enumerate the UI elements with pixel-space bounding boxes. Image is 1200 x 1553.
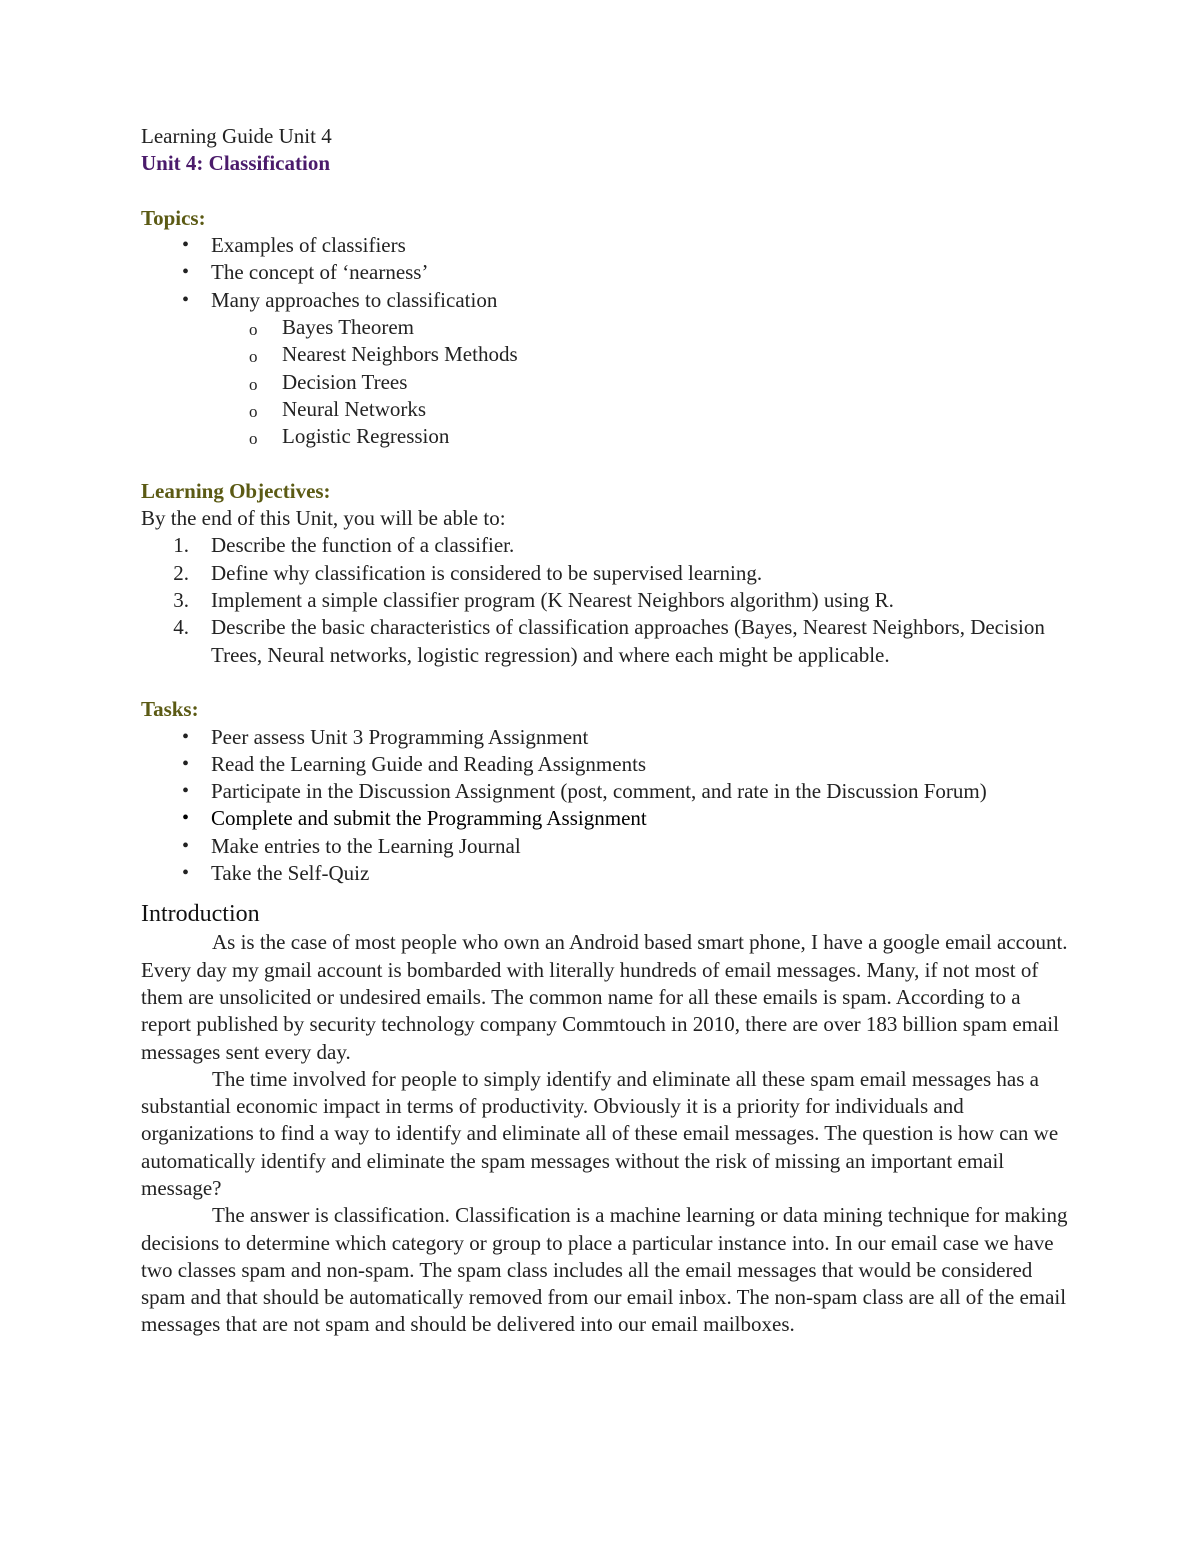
document-content (141, 123, 1071, 1339)
task-text: Peer assess Unit 3 Programming Assignment (211, 724, 589, 749)
objective-item (141, 614, 1071, 669)
introduction-paragraph: The time involved for people to simply identify and eliminate all these spam email messages has a substantial economic impact in terms of productivity. Obviously it is a priority for individuals and organizations to find a way to identify and eliminate all of these email messages. The question is how can we automatically identify and eliminate the spam messages without the risk of missing an important email message? (141, 1066, 1059, 1200)
topics-list (141, 232, 1071, 450)
topic-subitem (141, 314, 1071, 341)
objectives-intro: By the end of this Unit, you will be able to: (141, 506, 506, 531)
task-item (141, 778, 1071, 805)
topic-subitem-text: Nearest Neighbors Methods (282, 342, 518, 367)
objective-item (141, 587, 1071, 614)
topic-subitem-text: Logistic Regression (282, 424, 450, 449)
task-text: Read the Learning Guide and Reading Assignments (211, 751, 647, 776)
topic-subitem-text: Decision Trees (282, 369, 408, 394)
objective-number: 2. (173, 560, 189, 585)
sub-bullet-icon: o (249, 320, 258, 340)
bullet-icon: • (181, 780, 189, 803)
topic-text: Examples of classifiers (211, 233, 406, 258)
bullet-icon: • (181, 834, 189, 857)
bullet-icon: • (181, 234, 189, 257)
introduction-paragraph: The answer is classification. Classification is a machine learning or data mining technique for making decisions to determine which category or group to place a particular instance into. In our email case we have two classes spam and non-spam. The spam class includes all the email messages that would be considered spam and that should be automatically removed from our email inbox. The non-spam class are all of the email messages that are not spam and should be delivered into our email mailboxes. (141, 1203, 1068, 1337)
spacer (141, 451, 1071, 478)
objective-number: 4. (173, 615, 189, 640)
document-title: Learning Guide Unit 4 (141, 124, 332, 148)
tasks-list (141, 724, 1071, 888)
spacer (141, 178, 1071, 205)
topic-item (141, 287, 1071, 314)
sub-bullet-icon: o (249, 347, 258, 367)
task-item (141, 751, 1071, 778)
bullet-icon: • (181, 752, 189, 775)
task-item (141, 724, 1071, 751)
topic-item (141, 232, 1071, 259)
topic-text: Many approaches to classification (211, 287, 498, 312)
unit-heading: Unit 4: Classification (141, 151, 330, 176)
task-text: Participate in the Discussion Assignment (post, comment, and rate in the Discussion Forum) (211, 779, 987, 804)
bullet-icon: • (181, 725, 189, 748)
objectives-heading: Learning Objectives: (141, 478, 331, 503)
sub-bullet-icon: o (249, 429, 258, 449)
objective-text: Describe the basic characteristics of classification approaches (Bayes, Nearest Neighbors, Decision Trees, Neural networks, logistic regression) and where each might be applicable. (211, 615, 1045, 667)
task-item (141, 805, 1071, 832)
task-item (141, 833, 1071, 860)
objective-text: Implement a simple classifier program (K Nearest Neighbors algorithm) using R. (211, 588, 894, 613)
bullet-icon: • (181, 862, 189, 885)
tasks-heading: Tasks: (141, 697, 199, 722)
objective-text: Define why classification is considered to be supervised learning. (211, 560, 763, 585)
bullet-icon: • (181, 288, 189, 311)
objective-item (141, 560, 1071, 587)
objective-number: 3. (173, 588, 189, 613)
bullet-icon: • (181, 261, 189, 284)
objective-number: 1. (173, 533, 189, 558)
topics-heading: Topics: (141, 205, 206, 230)
introduction-paragraph: As is the case of most people who own an Android based smart phone, I have a google email account. Every day my gmail account is bombarded with literally hundreds of email messages. Many, if not most of them are unsolicited or undesired emails. The common name for all these emails is spam. According to a report published by security technology company Commtouch in 2010, there are over 183 billion spam email messages sent every day. (141, 930, 1068, 1064)
objectives-list (141, 532, 1071, 668)
topic-subitem (141, 369, 1071, 396)
spacer (141, 669, 1071, 696)
topic-item (141, 259, 1071, 286)
topic-subitem-text: Neural Networks (282, 396, 427, 421)
topic-subitem (141, 396, 1071, 423)
topic-subitem (141, 423, 1071, 450)
objective-text: Describe the function of a classifier. (211, 533, 515, 558)
bullet-icon: • (181, 807, 189, 830)
task-text: Make entries to the Learning Journal (211, 833, 521, 858)
objective-item (141, 532, 1071, 559)
sub-bullet-icon: o (249, 401, 258, 421)
sub-bullet-icon: o (249, 374, 258, 394)
introduction-heading: Introduction (141, 901, 260, 928)
topic-subitem (141, 341, 1071, 368)
topic-subitem-text: Bayes Theorem (282, 315, 414, 340)
task-text: Complete and submit the Programming Assignment (211, 806, 647, 831)
task-text: Take the Self-Quiz (211, 861, 370, 886)
topic-text: The concept of ‘nearness’ (211, 260, 429, 285)
task-item (141, 860, 1071, 887)
